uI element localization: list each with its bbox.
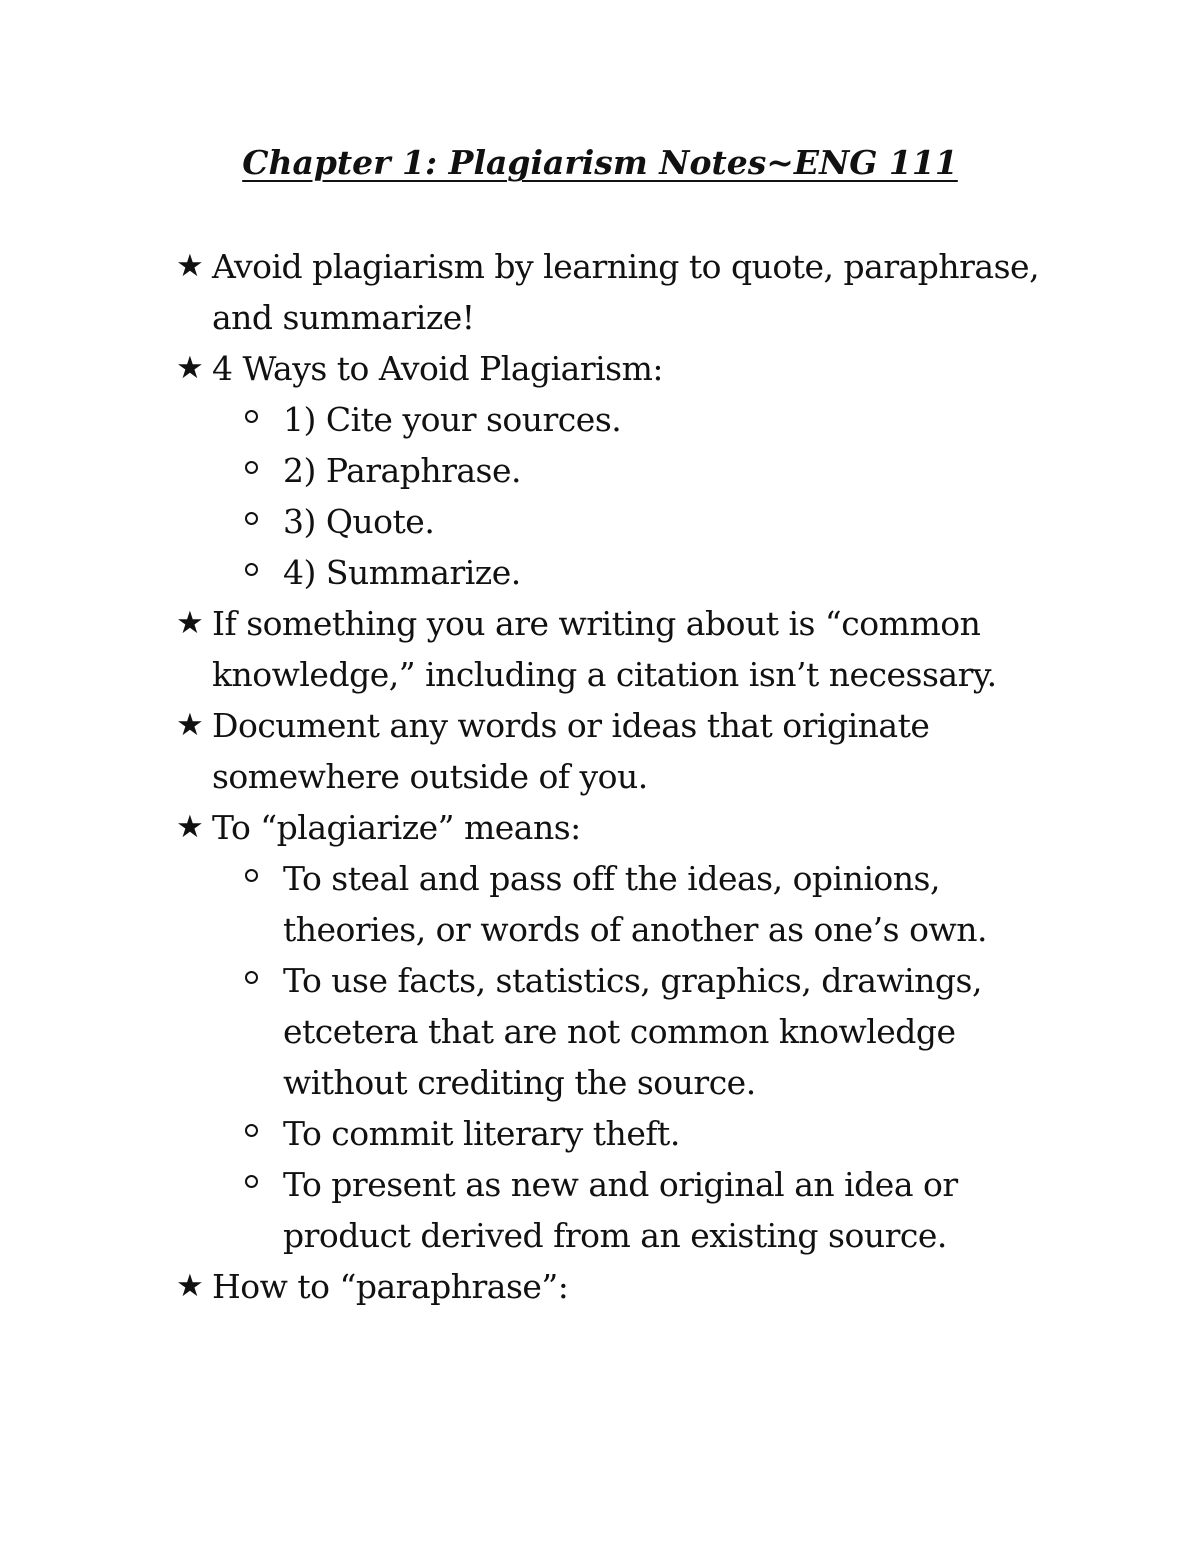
note-item bbox=[176, 700, 1056, 802]
star-icon: ★ bbox=[176, 350, 204, 386]
hollow-circle-icon bbox=[245, 410, 258, 423]
sub-item bbox=[176, 394, 1056, 445]
notes-list bbox=[176, 241, 1056, 1312]
note-item bbox=[176, 598, 1056, 700]
sub-item bbox=[176, 1108, 1056, 1159]
note-item bbox=[176, 1261, 1056, 1312]
sub-item bbox=[176, 496, 1056, 547]
sub-item-text: 3) Quote. bbox=[283, 502, 435, 541]
sub-item-text: To present as new and original an idea or product derived from an existing source. bbox=[283, 1165, 958, 1255]
note-item bbox=[176, 343, 1056, 394]
page-title: Chapter 1: Plagiarism Notes~ENG 111 bbox=[242, 143, 958, 182]
star-icon: ★ bbox=[176, 605, 204, 641]
note-text: Document any words or ideas that originate somewhere outside of you. bbox=[212, 706, 930, 796]
hollow-circle-icon bbox=[245, 1175, 258, 1188]
note-text: If something you are writing about is “common knowledge,” including a citation isn’t necessary. bbox=[212, 604, 997, 694]
note-text: How to “paraphrase”: bbox=[212, 1267, 569, 1306]
sub-item bbox=[176, 955, 1056, 1108]
hollow-circle-icon bbox=[245, 512, 258, 525]
star-icon: ★ bbox=[176, 809, 204, 845]
sub-item-text: 2) Paraphrase. bbox=[283, 451, 521, 490]
star-icon: ★ bbox=[176, 707, 204, 743]
sub-item-text: To commit literary theft. bbox=[283, 1114, 680, 1153]
hollow-circle-icon bbox=[245, 869, 258, 882]
hollow-circle-icon bbox=[245, 1124, 258, 1137]
star-icon: ★ bbox=[176, 248, 204, 284]
note-text: 4 Ways to Avoid Plagiarism: bbox=[212, 349, 664, 388]
hollow-circle-icon bbox=[245, 563, 258, 576]
sub-item-text: To use facts, statistics, graphics, drawings, etcetera that are not common knowledge without crediting the source. bbox=[283, 961, 982, 1102]
sub-item-text: 1) Cite your sources. bbox=[283, 400, 622, 439]
sub-item bbox=[176, 853, 1056, 955]
sub-item bbox=[176, 547, 1056, 598]
sub-item-text: 4) Summarize. bbox=[283, 553, 521, 592]
star-icon: ★ bbox=[176, 1268, 204, 1304]
hollow-circle-icon bbox=[245, 461, 258, 474]
note-item bbox=[176, 241, 1056, 343]
hollow-circle-icon bbox=[245, 971, 258, 984]
note-text: Avoid plagiarism by learning to quote, paraphrase, and summarize! bbox=[212, 247, 1040, 337]
sub-item bbox=[176, 1159, 1056, 1261]
sub-item bbox=[176, 445, 1056, 496]
sub-item-text: To steal and pass off the ideas, opinions, theories, or words of another as one’s own. bbox=[283, 859, 987, 949]
note-item bbox=[176, 802, 1056, 853]
note-text: To “plagiarize” means: bbox=[212, 808, 581, 847]
